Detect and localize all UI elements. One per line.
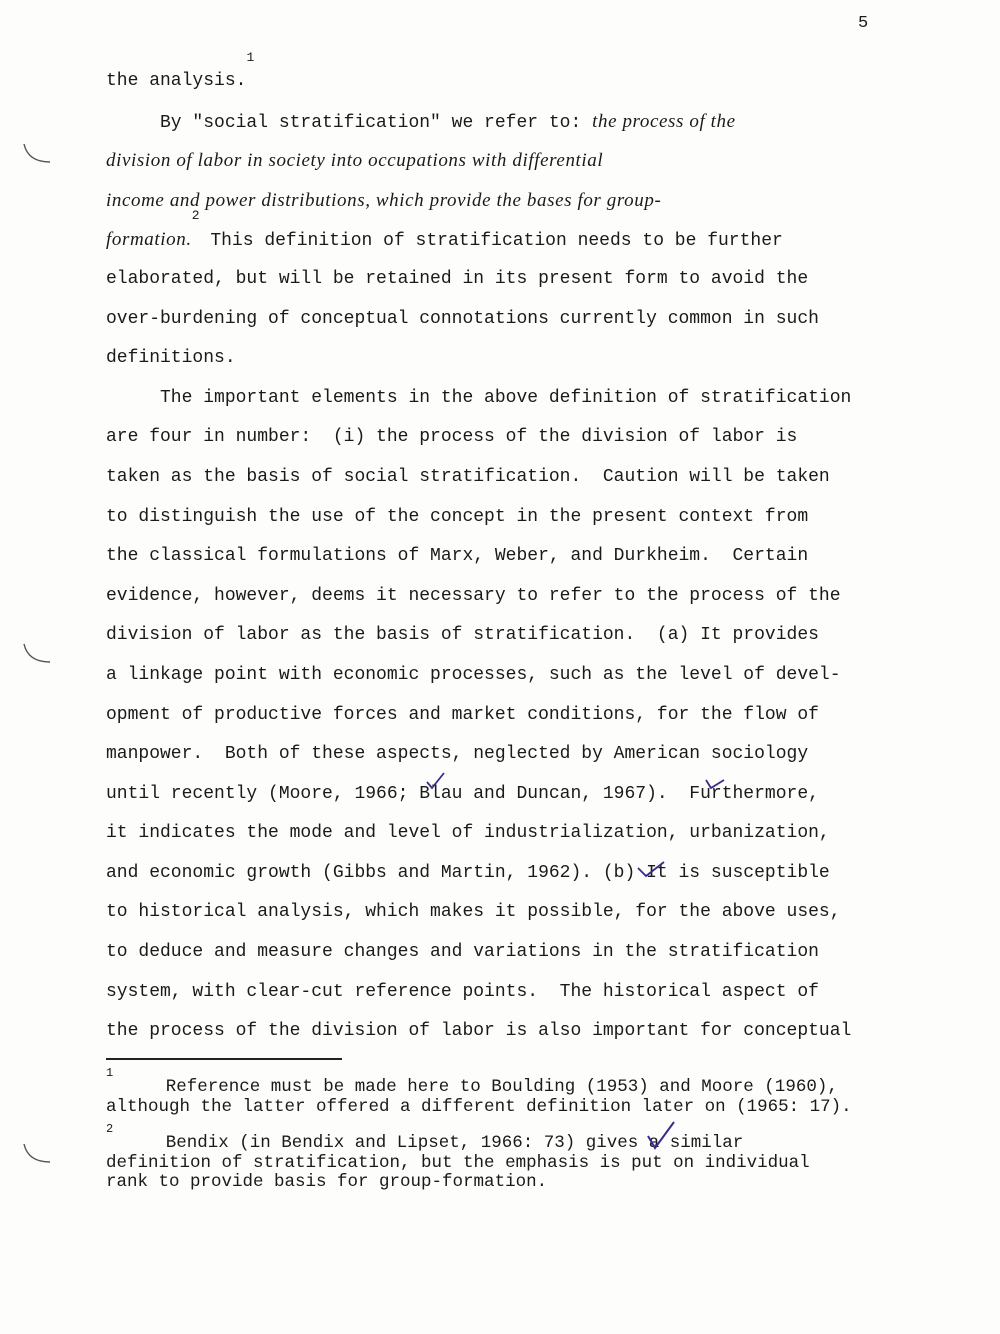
text-line: division of labor as the basis of stratification. (a) It provides [106,625,819,646]
footnote-rule [106,1058,342,1060]
text-line: over-burdening of conceptual connotations currently common in such [106,308,819,329]
binder-hole-mark [18,1140,54,1170]
text-line: until recently (Moore, 1966; Blau and Duncan, 1967). Furthermore, [106,783,819,804]
footnote-ref: 1 [246,50,255,65]
text-line: a linkage point with economic processes, such as the level of devel- [106,664,841,685]
footnote-line: definition of stratification, but the emphasis is put on individual [106,1152,810,1173]
footnote-1 [106,1066,956,1117]
text-line: elaborated, but will be retained in its present form to avoid the [106,268,809,289]
text-line: formation.$^2$ This definition of stratification needs to be further [106,208,783,252]
check-mark-icon [424,770,448,792]
text-line: opment of productive forces and market conditions, for the flow of [106,704,819,725]
text-line: to distinguish the use of the concept in the present context from [106,506,809,527]
text-line: By "social stratification" we refer to: the process of the [106,110,736,133]
footnote-line: rank to provide basis for group-formation. [106,1172,548,1192]
footnote-marker: 1 [106,1066,114,1080]
text-line [106,181,936,224]
footnotes [106,1066,956,1193]
check-mark-icon [646,1120,676,1152]
footnote-line: $^2$ Bendix (in Bendix and Lipset, 1966: 73) gives a similar [106,1122,744,1153]
text-line: manpower. Both of these aspects, neglected by American sociology [106,744,809,765]
text-line: the classical formulations of Marx, Weber, and Durkheim. Certain [106,546,809,567]
definition-text: division of labor in society into occupations with differential [106,150,604,172]
text-line: The important elements in the above definition of stratification [106,387,852,408]
definition-text: the process of the [592,110,736,132]
text-line: taken as the basis of social stratification. Caution will be taken [106,466,830,487]
footnote-ref: 2 [191,208,200,224]
text-line: to deduce and measure changes and variations in the stratification [106,942,819,963]
definition-text: income and power distributions, which provide the bases for group- [106,189,662,211]
text-line: to historical analysis, which makes it possible, for the above uses, [106,902,841,923]
footnote-line: $^1$ Reference must be made here to Boulding (1953) and Moore (1960), [106,1066,838,1097]
page-number: 5 [858,14,869,33]
text-line: system, with clear-cut reference points. The historical aspect of [106,981,819,1002]
check-mark-icon [636,860,666,882]
text-line [106,141,936,181]
text-line: the process of the division of labor is also important for conceptual [106,1021,852,1042]
check-mark-icon [703,774,727,794]
definition-text: formation. [106,229,192,251]
text-line: the analysis.$^1$ [106,50,255,91]
footnote-line: although the latter offered a different definition later on (1965: 17). [106,1096,852,1117]
text-line: are four in number: (i) the process of the division of labor is [106,427,798,448]
binder-hole-mark [18,140,54,170]
text-line: it indicates the mode and level of industrialization, urbanization, [106,823,830,844]
footnote-marker: 2 [106,1122,114,1136]
text-line: and economic growth (Gibbs and Martin, 1962). (b) It is susceptible [106,862,830,883]
binder-hole-mark [18,640,54,670]
body-text [106,50,936,1052]
text-line: evidence, however, deems it necessary to refer to the process of the [106,585,841,606]
text-line: definitions. [106,348,236,369]
footnote-2 [106,1122,956,1193]
